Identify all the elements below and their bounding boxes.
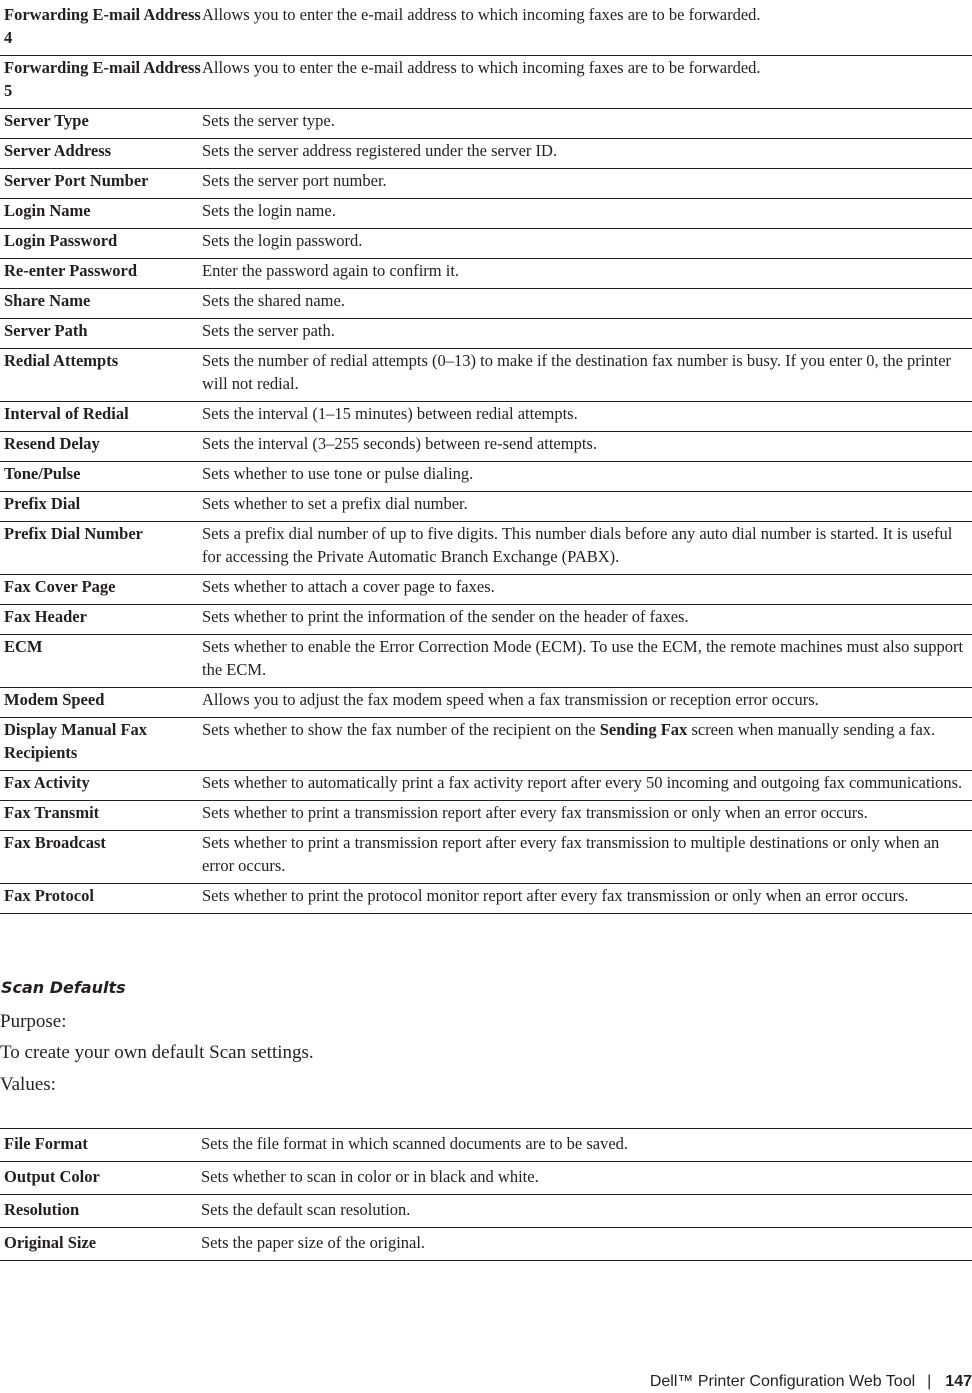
values-label: Values: — [0, 1074, 56, 1095]
table-row — [0, 1195, 972, 1228]
table-row — [0, 718, 972, 771]
setting-name: Output Color — [0, 1162, 201, 1195]
setting-description: Sets the default scan resolution. — [201, 1195, 972, 1228]
table-row — [0, 635, 972, 688]
setting-name: Forwarding E-mail Address 4 — [0, 0, 202, 56]
setting-name: Redial Attempts — [0, 349, 202, 402]
setting-description: Sets the number of redial attempts (0–13) to make if the destination fax number is busy. If you enter 0, the printer will not redial. — [202, 349, 972, 402]
setting-name: Tone/Pulse — [0, 462, 202, 492]
setting-description: Sets whether to automatically print a fax activity report after every 50 incoming and outgoing fax communications. — [202, 771, 972, 801]
table-row — [0, 831, 972, 884]
setting-description: Sets the server address registered under the server ID. — [202, 139, 972, 169]
setting-description: Sets whether to enable the Error Correction Mode (ECM). To use the ECM, the remote machines must also support the ECM. — [202, 635, 972, 688]
setting-description — [202, 718, 972, 771]
scan-settings-table — [0, 1128, 972, 1261]
setting-name: Fax Activity — [0, 771, 202, 801]
table-row — [0, 169, 972, 199]
setting-name: Fax Protocol — [0, 884, 202, 914]
setting-name: Login Password — [0, 229, 202, 259]
setting-name: Server Port Number — [0, 169, 202, 199]
description-text: screen when manually sending a fax. — [687, 720, 936, 739]
setting-name: Fax Broadcast — [0, 831, 202, 884]
setting-name: Resend Delay — [0, 432, 202, 462]
table-row — [0, 402, 972, 432]
setting-description: Sets the server type. — [202, 109, 972, 139]
setting-name: Fax Transmit — [0, 801, 202, 831]
setting-description: Sets the login name. — [202, 199, 972, 229]
setting-name: File Format — [0, 1129, 201, 1162]
setting-name: Server Path — [0, 319, 202, 349]
screen-name-bold: Sending Fax — [599, 720, 688, 739]
setting-description: Sets whether to print the protocol monitor report after every fax transmission or only when an error occurs. — [202, 884, 972, 914]
table-row — [0, 688, 972, 718]
setting-description: Sets whether to set a prefix dial number. — [202, 492, 972, 522]
table-row — [0, 801, 972, 831]
setting-description: Sets the login password. — [202, 229, 972, 259]
table-row — [0, 349, 972, 402]
purpose-text: To create your own default Scan settings. — [0, 1042, 314, 1063]
setting-description: Sets whether to print a transmission report after every fax transmission to multiple destinations or only when an error occurs. — [202, 831, 972, 884]
page-number: 147 — [945, 1373, 972, 1390]
footer-separator: | — [927, 1373, 932, 1390]
table-row — [0, 605, 972, 635]
setting-name: Forwarding E-mail Address 5 — [0, 56, 202, 109]
setting-name: Fax Cover Page — [0, 575, 202, 605]
table-row — [0, 56, 972, 109]
setting-description: Sets the paper size of the original. — [201, 1228, 972, 1261]
table-row — [0, 259, 972, 289]
table-row — [0, 0, 972, 56]
table-row — [0, 884, 972, 914]
setting-description: Sets whether to use tone or pulse dialing. — [202, 462, 972, 492]
description-text: Sets whether to show the fax number of the recipient on the — [202, 720, 600, 739]
setting-description: Sets whether to attach a cover page to faxes. — [202, 575, 972, 605]
setting-description: Sets whether to scan in color or in black and white. — [201, 1162, 972, 1195]
table-row — [0, 109, 972, 139]
setting-description: Sets the server path. — [202, 319, 972, 349]
setting-description: Sets the interval (1–15 minutes) between redial attempts. — [202, 402, 972, 432]
setting-name: Server Address — [0, 139, 202, 169]
table-row — [0, 1162, 972, 1195]
setting-name: ECM — [0, 635, 202, 688]
setting-description: Allows you to enter the e-mail address to which incoming faxes are to be forwarded. — [202, 0, 972, 56]
setting-description: Sets the shared name. — [202, 289, 972, 319]
setting-name: Original Size — [0, 1228, 201, 1261]
setting-description: Sets the interval (3–255 seconds) between re-send attempts. — [202, 432, 972, 462]
setting-name: Re-enter Password — [0, 259, 202, 289]
setting-name: Resolution — [0, 1195, 201, 1228]
page-footer — [650, 1373, 972, 1391]
setting-description: Sets a prefix dial number of up to five digits. This number dials before any auto dial number is started. It is useful for accessing the Private Automatic Branch Exchange (PABX). — [202, 522, 972, 575]
table-row — [0, 199, 972, 229]
purpose-label: Purpose: — [0, 1011, 67, 1032]
setting-name: Server Type — [0, 109, 202, 139]
table-row — [0, 575, 972, 605]
setting-description: Allows you to adjust the fax modem speed when a fax transmission or reception error occurs. — [202, 688, 972, 718]
section-title: Scan Defaults — [1, 978, 126, 997]
table-row — [0, 432, 972, 462]
table-row — [0, 771, 972, 801]
setting-name: Prefix Dial — [0, 492, 202, 522]
table-row — [0, 492, 972, 522]
setting-name: Modem Speed — [0, 688, 202, 718]
table-row — [0, 462, 972, 492]
table-row — [0, 289, 972, 319]
table-row — [0, 1129, 972, 1162]
setting-description: Sets whether to print a transmission report after every fax transmission or only when an error occurs. — [202, 801, 972, 831]
setting-name: Display Manual Fax Recipients — [0, 718, 202, 771]
setting-name: Prefix Dial Number — [0, 522, 202, 575]
setting-description: Enter the password again to confirm it. — [202, 259, 972, 289]
setting-name: Fax Header — [0, 605, 202, 635]
setting-name: Share Name — [0, 289, 202, 319]
footer-title: Dell™ Printer Configuration Web Tool — [649, 1373, 916, 1390]
setting-name: Login Name — [0, 199, 202, 229]
setting-description: Sets the file format in which scanned documents are to be saved. — [201, 1129, 972, 1162]
setting-description: Sets the server port number. — [202, 169, 972, 199]
table-row — [0, 522, 972, 575]
setting-name: Interval of Redial — [0, 402, 202, 432]
table-row — [0, 229, 972, 259]
table-row — [0, 319, 972, 349]
setting-description: Allows you to enter the e-mail address to which incoming faxes are to be forwarded. — [202, 56, 972, 109]
setting-description: Sets whether to print the information of the sender on the header of faxes. — [202, 605, 972, 635]
table-row — [0, 139, 972, 169]
table-row — [0, 1228, 972, 1261]
